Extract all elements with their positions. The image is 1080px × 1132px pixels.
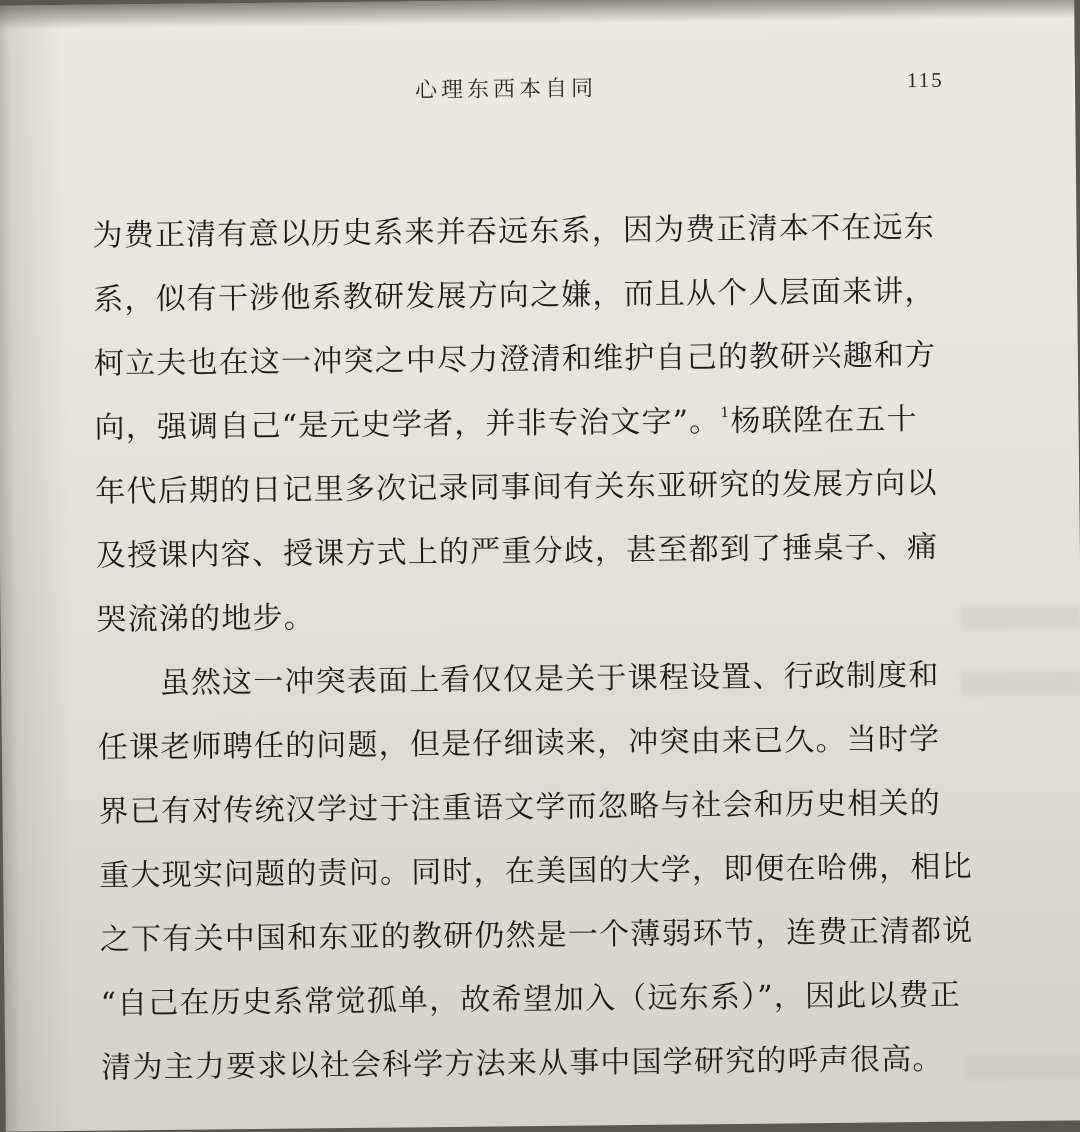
page-number: 115	[906, 67, 944, 93]
text-line: 之下有关中国和东亚的教研仍然是一个薄弱环节，连费正清都说	[99, 913, 974, 958]
page-header	[0, 66, 1075, 117]
text-line: 及授课内容、授课方式上的严重分歧，甚至都到了捶桌子、痛	[95, 529, 939, 574]
text-segment: 向，强调自己“是元史学者，并非专治文字”。	[94, 404, 721, 446]
paragraph-2	[97, 643, 1002, 1100]
text-line: “自己在历史系常觉孤单，故希望加入（远东系）”，因此以费正	[100, 977, 962, 1022]
text-line: 界已有对传统汉学过于注重语文学而忽略与社会和历史相关的	[98, 785, 942, 830]
spine-shadow	[0, 5, 76, 1132]
text-line: 哭流涕的地步。	[96, 600, 316, 638]
text-segment: 杨联陞在五十	[730, 402, 918, 439]
body-text	[92, 195, 1001, 1100]
text-line: 任课老师聘任的问题，但是仔细读来，冲突由来已久。当时学	[97, 721, 941, 766]
paragraph-1	[92, 195, 997, 652]
text-line: 年代后期的日记里多次记录同事间有关东亚研究的发展方向以	[95, 465, 938, 510]
text-line: 虽然这一冲突表面上看仅仅是关于课程设置、行政制度和	[97, 657, 940, 702]
text-line: 清为主力要求以社会科学方法来从事中国学研究的呼声很高。	[101, 1041, 944, 1086]
text-line: 柯立夫也在这一冲突之中尽力澄清和维护自己的教研兴趣和方	[93, 337, 937, 382]
page-top-shadow	[0, 0, 1074, 30]
text-line-with-footnote	[94, 387, 995, 460]
text-line: 系，似有干涉他系教研发展方向之嫌，而且从个人层面来讲，	[93, 273, 936, 318]
text-line: 为费正清有意以历史系来并吞远东系，因为费正清本不在远东	[92, 209, 936, 254]
running-title: 心理东西本自同	[414, 76, 598, 104]
footnote-mark: 1	[720, 404, 731, 422]
text-line: 重大现实问题的责问。同时，在美国的大学，即便在哈佛，相比	[99, 849, 973, 894]
